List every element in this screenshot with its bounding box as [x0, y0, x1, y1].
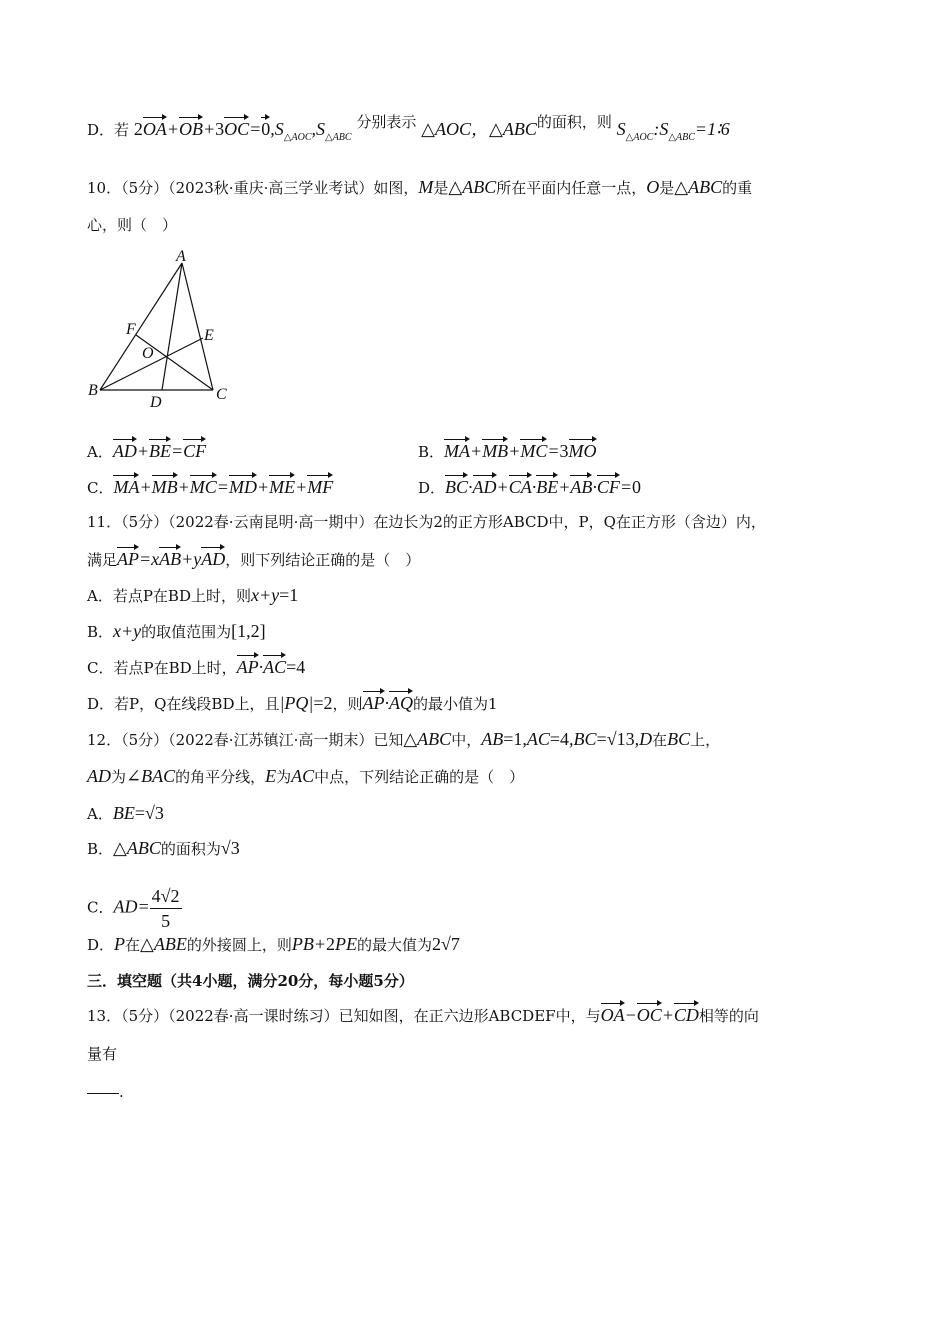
q11-option-c: C．若点P在BD上时，AP·AC=4: [87, 657, 306, 677]
q11-stem-line2: 满足AP=xAB+yAD，则下列结论正确的是（ ）: [87, 549, 421, 569]
point-label-o: O: [142, 345, 154, 362]
q10-option-d: D．BC·AD+CA·BE+AB·CF=0: [418, 477, 642, 497]
q12-option-c: C．AD= $\frac{4√2}{5}$: [87, 886, 180, 931]
q12-option-a: A．BE=√3: [87, 803, 164, 823]
point-label-e: E: [204, 327, 214, 344]
triangle-figure: [80, 245, 240, 415]
q12-option-b: B．△ABC的面积为√3: [87, 838, 240, 858]
q13-stem-line2: 量有: [87, 1045, 118, 1063]
vertex-label-a: A: [176, 248, 186, 265]
vertex-label-c: C: [216, 386, 227, 403]
vertex-label-b: B: [88, 382, 98, 399]
q10-option-a: A．AD+BE=CF: [87, 441, 207, 461]
q9-option-d: D．若 $2OA+OB+3OC=0,S_{\triangle AOC},S_{\triangle ABC}$ 分别表示 △AOC，△ABC的面积，则 $S_{\triangle AOC}:S_{\triangle ABC}=1∶6$: [87, 113, 730, 143]
q13-stem: 13．（5分）（2022春·高一课时练习）已知如图，在正六边形ABCDEF中，与OA−OC+CD相等的向: [87, 1005, 759, 1025]
q10-option-c: C．MA+MB+MC=MD+ME+MF: [87, 477, 334, 497]
point-label-d: D: [150, 394, 162, 411]
q12-stem: 12．（5分）（2022春·江苏镇江·高一期末）已知△ABC中，AB=1,AC=4,BC=√13,D在BC上，: [87, 729, 721, 749]
q11-option-b: B．x+y的取值范围为[1,2]: [87, 621, 266, 641]
q13-answer-blank[interactable]: .: [87, 1081, 124, 1103]
q11-option-d: D．若P，Q在线段BD上，且|PQ|=2，则AP·AQ的最小值为1: [87, 693, 498, 713]
point-label-f: F: [126, 321, 136, 338]
q10-option-b: B．MA+MB+MC=3MO: [418, 441, 597, 461]
q10-stem-line2: 心，则（ ）: [87, 216, 178, 234]
section-heading: 三．填空题（共4小题，满分20分，每小题5分）: [87, 972, 414, 990]
q12-option-d: D．P在△ABE的外接圆上，则PB+2PE的最大值为2√7: [87, 934, 460, 954]
q12-stem-line2: AD为∠BAC的角平分线，E为AC中点，下列结论正确的是（ ）: [87, 766, 525, 786]
q10-stem: 10．（5分）（2023秋·重庆·高三学业考试）如图，M是△ABC所在平面内任意一点，O是△ABC的重: [87, 177, 753, 197]
q11-option-a: A．若点P在BD上时，则x+y=1: [87, 585, 299, 605]
q11-stem: 11．（5分）（2022春·云南昆明·高一期中）在边长为2的正方形ABCD中，P，Q在正方形（含边）内，: [87, 513, 766, 531]
